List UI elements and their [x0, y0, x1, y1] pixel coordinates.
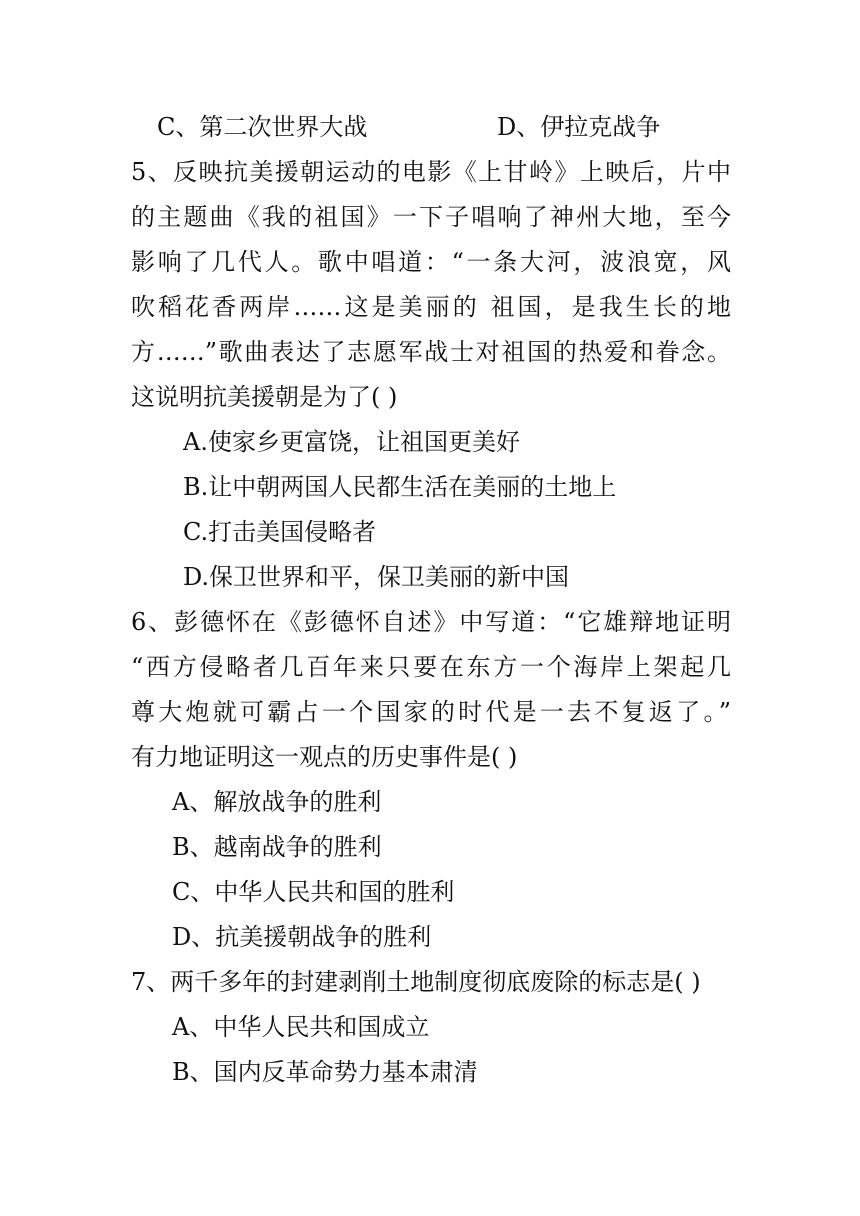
q5-stem-line-2: 的主题曲《我的祖国》一下子唱响了神州大地，至今 [131, 203, 731, 231]
q5-stem-line-6: 这说明抗美援朝是为了( ) [131, 383, 398, 411]
q5-stem-line-5: 方……”歌曲表达了志愿军战士对祖国的热爱和眷念。 [131, 338, 731, 366]
q6-option-d: D、抗美援朝战争的胜利 [172, 923, 432, 951]
q7-option-a: A、中华人民共和国成立 [172, 1013, 430, 1041]
q5-option-b: B.让中朝两国人民都生活在美丽的土地上 [183, 473, 617, 501]
q5-option-a: A.使家乡更富饶，让祖国更美好 [183, 428, 520, 456]
q5-option-c: C.打击美国侵略者 [183, 518, 377, 546]
q6-option-a: A、解放战争的胜利 [172, 788, 382, 816]
q5-stem-line-3: 影响了几代人。歌中唱道：“一条大河，波浪宽，风 [131, 248, 731, 276]
q7-stem-line-1: 7、两千多年的封建剥削土地制度彻底废除的标志是( ) [131, 968, 701, 996]
q6-option-c: C、中华人民共和国的胜利 [172, 878, 455, 906]
q5-stem-line-1: 5、反映抗美援朝运动的电影《上甘岭》上映后，片中 [131, 158, 731, 186]
q5-stem-line-4: 吹稻花香两岸……这是美丽的 祖国，是我生长的地 [131, 293, 731, 321]
q6-stem-line-2: “西方侵略者几百年来只要在东方一个海岸上架起几 [131, 653, 731, 681]
q6-option-b: B、越南战争的胜利 [172, 833, 382, 861]
q6-stem-line-3: 尊大炮就可霸占一个国家的时代是一去不复返了。” [131, 698, 731, 726]
q6-stem-line-1: 6、彭德怀在《彭德怀自述》中写道：“它雄辩地证明 [131, 608, 731, 636]
q4-option-c: C、第二次世界大战 [157, 113, 368, 141]
q6-stem-line-4: 有力地证明这一观点的历史事件是( ) [131, 743, 518, 771]
q5-option-d: D.保卫世界和平，保卫美丽的新中国 [183, 563, 570, 591]
q7-option-b: B、国内反革命势力基本肃清 [172, 1058, 478, 1086]
q4-option-d: D、伊拉克战争 [497, 113, 661, 141]
